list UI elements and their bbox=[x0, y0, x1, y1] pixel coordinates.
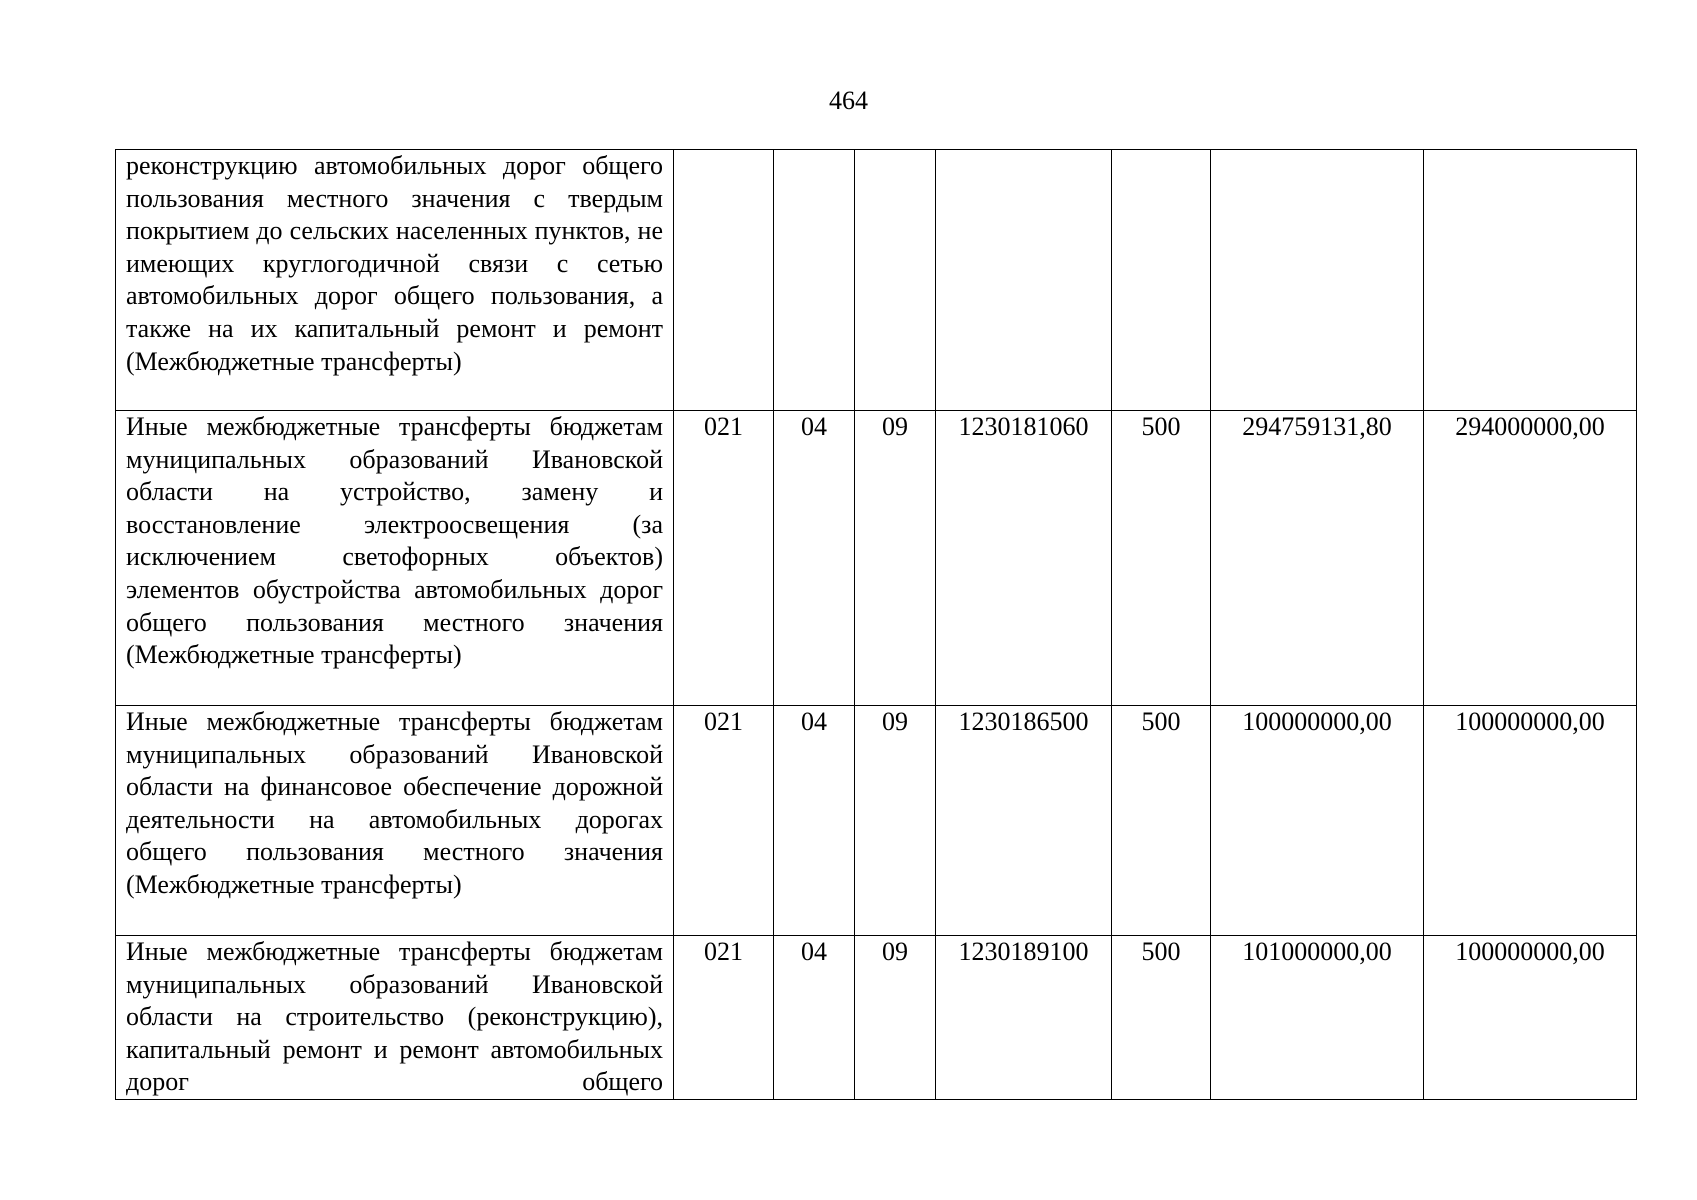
subsection-code-cell: 09 bbox=[855, 411, 936, 706]
subsection-code-cell bbox=[855, 150, 936, 411]
ministry-code-cell: 021 bbox=[674, 706, 774, 936]
ministry-code-cell: 021 bbox=[674, 936, 774, 1100]
subsection-code-cell: 09 bbox=[855, 706, 936, 936]
table-row bbox=[116, 706, 1637, 936]
amount-second-year-cell: 294000000,00 bbox=[1424, 411, 1637, 706]
section-code-cell bbox=[774, 150, 855, 411]
description-cell: Иные межбюджетные трансферты бюджетам муниципальных образований Ивановской области на строительство (реконструкцию), капитальный ремонт и ремонт автомобильных дорог общего bbox=[116, 936, 674, 1100]
description-cell: Иные межбюджетные трансферты бюджетам муниципальных образований Ивановской области на финансовое обеспечение дорожной деятельности на автомобильных дорогах общего пользования местного значения (Межбюджетные трансферты) bbox=[116, 706, 674, 936]
amount-first-year-cell: 100000000,00 bbox=[1211, 706, 1424, 936]
expense-type-cell bbox=[1112, 150, 1211, 411]
budget-table bbox=[115, 149, 1637, 1100]
amount-first-year-cell: 294759131,80 bbox=[1211, 411, 1424, 706]
amount-second-year-cell: 100000000,00 bbox=[1424, 936, 1637, 1100]
target-article-cell: 1230181060 bbox=[936, 411, 1112, 706]
description-cell: реконструкцию автомобильных дорог общего пользования местного значения с твердым покрытием до сельских населенных пунктов, не имеющих круглогодичной связи с сетью автомобильных дорог общего пользования, а также на их капитальный ремонт и ремонт (Межбюджетные трансферты) bbox=[116, 150, 674, 411]
amount-first-year-cell: 101000000,00 bbox=[1211, 936, 1424, 1100]
ministry-code-cell: 021 bbox=[674, 411, 774, 706]
expense-type-cell: 500 bbox=[1112, 411, 1211, 706]
expense-type-cell: 500 bbox=[1112, 706, 1211, 936]
description-cell: Иные межбюджетные трансферты бюджетам муниципальных образований Ивановской области на устройство, замену и восстановление электроосвещения (за исключением светофорных объектов) элементов обустройства автомобильных дорог общего пользования местного значения (Межбюджетные трансферты) bbox=[116, 411, 674, 706]
target-article-cell bbox=[936, 150, 1112, 411]
expense-type-cell: 500 bbox=[1112, 936, 1211, 1100]
section-code-cell: 04 bbox=[774, 936, 855, 1100]
page-number: 464 bbox=[829, 86, 868, 115]
ministry-code-cell bbox=[674, 150, 774, 411]
target-article-cell: 1230186500 bbox=[936, 706, 1112, 936]
target-article-cell: 1230189100 bbox=[936, 936, 1112, 1100]
subsection-code-cell: 09 bbox=[855, 936, 936, 1100]
amount-second-year-cell: 100000000,00 bbox=[1424, 706, 1637, 936]
section-code-cell: 04 bbox=[774, 411, 855, 706]
amount-second-year-cell bbox=[1424, 150, 1637, 411]
section-code-cell: 04 bbox=[774, 706, 855, 936]
table-row bbox=[116, 411, 1637, 706]
table-row bbox=[116, 150, 1637, 411]
amount-first-year-cell bbox=[1211, 150, 1424, 411]
table-row bbox=[116, 936, 1637, 1100]
